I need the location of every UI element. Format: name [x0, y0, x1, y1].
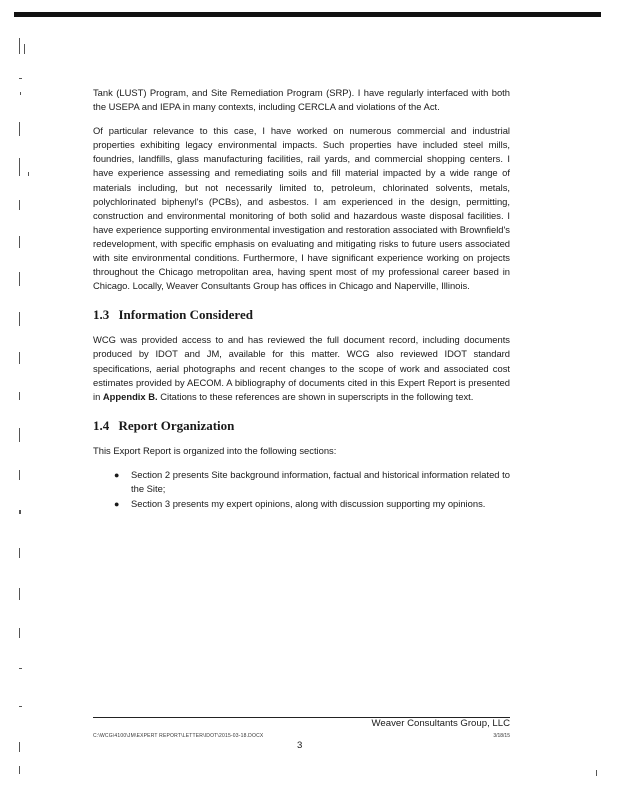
- scan-corner-mark: [596, 770, 597, 776]
- section-1-3-paragraph: [93, 333, 510, 403]
- bullet-icon: ●: [114, 469, 120, 480]
- footer-file-path: C:\WCG\4100\JM\EXPERT REPORT\LETTER\IDOT\2015-03-18.DOCX: [93, 733, 264, 739]
- section-1-3-text-b: Citations to these references are shown in superscripts in the following text.: [157, 390, 474, 402]
- appendix-b-reference: Appendix B.: [102, 390, 158, 402]
- list-item: [114, 497, 510, 511]
- footer-company: Weaver Consultants Group, LLC: [371, 718, 510, 729]
- footer-date: 3/18/15: [493, 733, 510, 739]
- section-1-3-number: 1.3: [93, 307, 110, 323]
- section-1-4-title: Report Organization: [118, 417, 235, 433]
- document-body: [93, 86, 510, 512]
- page-number: 3: [297, 740, 303, 751]
- paragraph-2: Of particular relevance to this case, I have worked on numerous commercial and industrial properties exhibiting legacy environmental impacts. Such properties have included steel mills, foundries, landfills, glass manufacturing facilities, rail yards, and commercial shopping centers. I have experience assessing and remediating soils and fill material impacted by a wide range of materials including, but not necessarily limited to, petroleum, chlorinated solvents, metals, polychlorinated biphenyl's (PCBs), and asbestos. I am experienced in the design, permitting, construction and environmental monitoring of both solid and hazardous waste disposal facilities. I have experience supporting environmental investigation and restoration associated with Brownfield's redevelopment, with specific emphasis on evaluating and mitigating risks to future users associated with site environmental conditions. Furthermore, I have significant experience working on projects throughout the Chicago metropolitan area, having spent most of my professional career based in Chicago. Locally, Weaver Consultants Group has offices in Chicago and Naperville, Illinois.: [93, 125, 510, 292]
- section-1-4-heading: [93, 418, 510, 434]
- header-rule: [14, 12, 601, 17]
- section-list: [93, 468, 510, 511]
- section-1-3-text-a: WCG was provided access to and has reviewed the full document record, including documents produced by IDOT and JM, available for this matter. WCG also reviewed IDOT standard specifications, aerial photographs and recent changes to the scope of work and associated cost estimates provided by AECOM. A bibliography of documents cited in this Expert Report is presented in: [93, 334, 510, 402]
- section-1-4-intro: This Export Report is organized into the following sections:: [93, 444, 337, 456]
- section-1-3-title: Information Considered: [118, 307, 253, 323]
- section-1-3-heading: [93, 307, 510, 323]
- bullet-icon: ●: [114, 499, 120, 510]
- section-1-4-number: 1.4: [93, 417, 110, 433]
- list-item-text: Section 3 presents my expert opinions, along with discussion supporting my opinions.: [131, 498, 486, 510]
- scan-margin-marks: [0, 0, 40, 800]
- list-item: [114, 468, 510, 496]
- list-item-text: Section 2 presents Site background information, factual and historical information related to the Site;: [131, 468, 510, 494]
- paragraph-1: Tank (LUST) Program, and Site Remediation Program (SRP). I have regularly interfaced with both the USEPA and IEPA in many contexts, including CERCLA and violations of the Act.: [93, 87, 510, 113]
